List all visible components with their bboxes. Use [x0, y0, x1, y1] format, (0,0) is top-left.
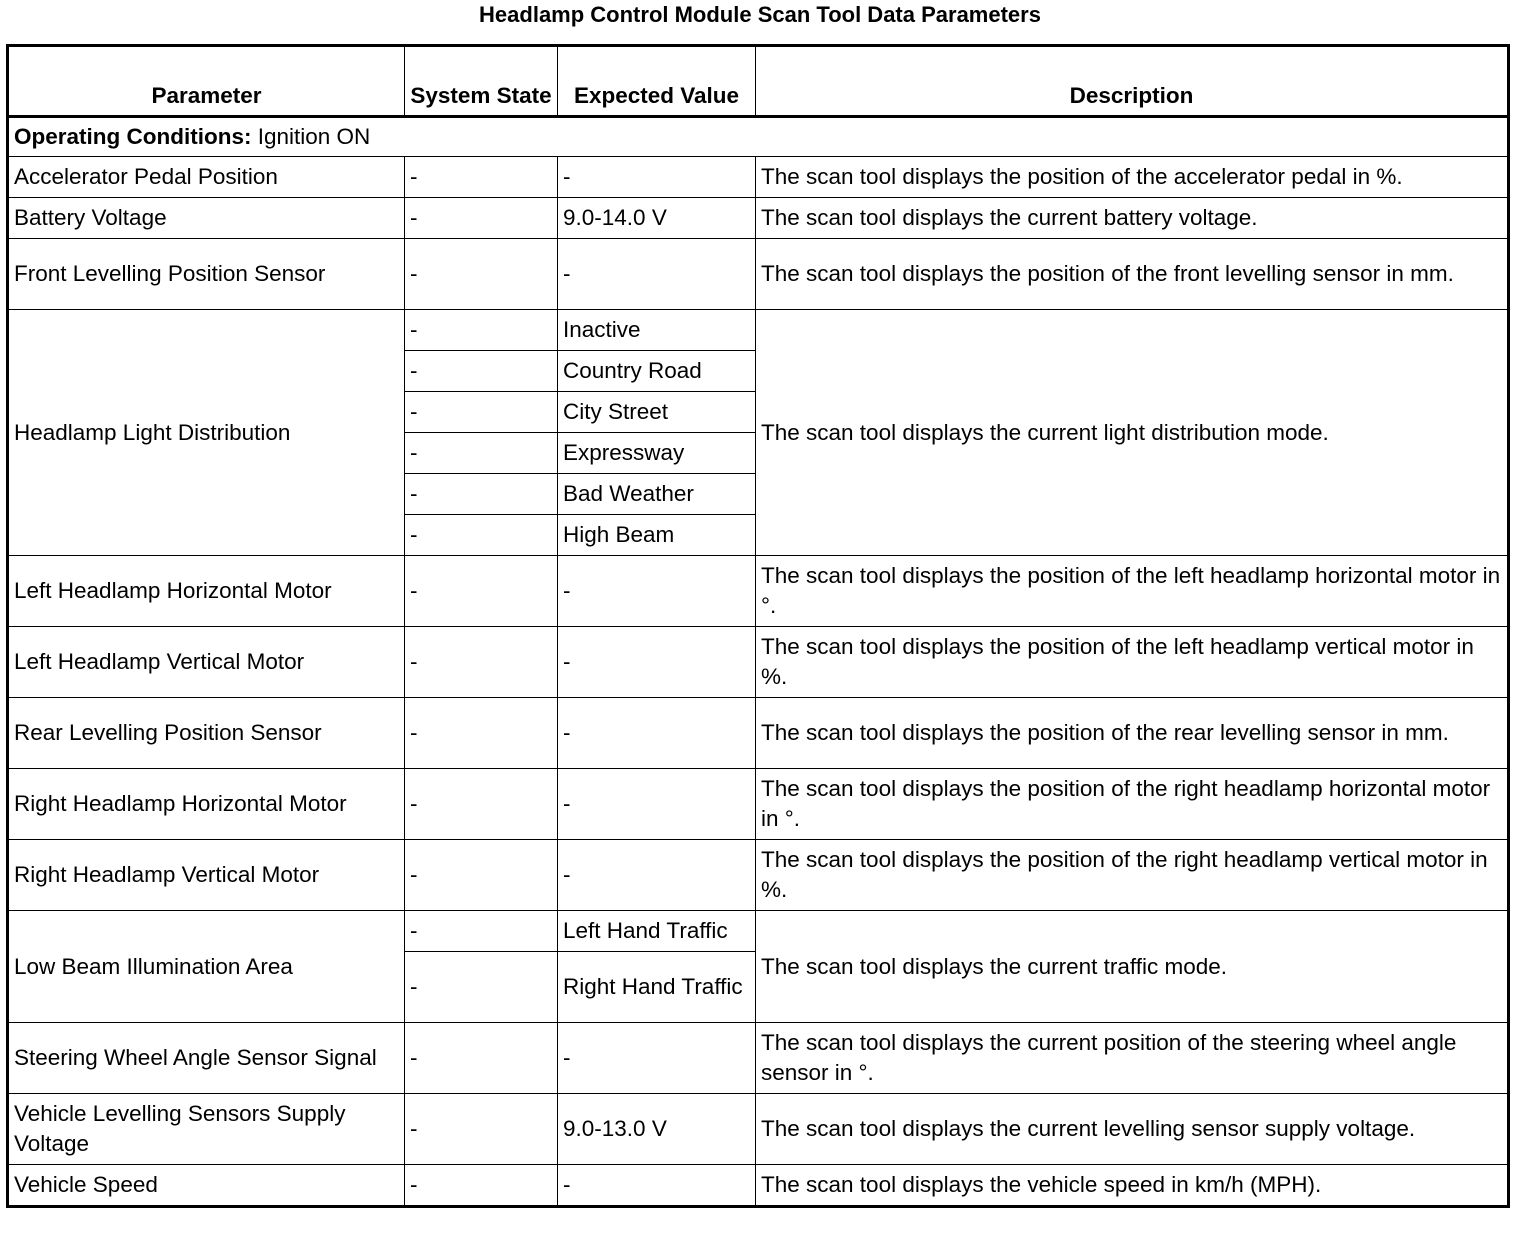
description-cell: The scan tool displays the position of the left headlamp vertical motor in %. — [756, 627, 1509, 698]
system-state-cell: - — [405, 911, 558, 952]
system-state-cell: - — [405, 392, 558, 433]
expected-value-cell: - — [558, 1165, 756, 1207]
table-row — [8, 1094, 1509, 1165]
expected-value-cell: City Street — [558, 392, 756, 433]
description-cell: The scan tool displays the position of the accelerator pedal in %. — [756, 157, 1509, 198]
parameter-cell: Left Headlamp Horizontal Motor — [8, 556, 405, 627]
table-row — [8, 627, 1509, 698]
expected-value-cell: Expressway — [558, 433, 756, 474]
operating-conditions — [8, 117, 1509, 157]
table-row — [8, 1023, 1509, 1094]
table-row — [8, 911, 1509, 952]
expected-value-cell: - — [558, 627, 756, 698]
header-system-state: System State — [405, 46, 558, 117]
description-cell: The scan tool displays the current position of the steering wheel angle sensor in °. — [756, 1023, 1509, 1094]
table-title: Headlamp Control Module Scan Tool Data Parameters — [479, 2, 1041, 27]
parameter-cell: Steering Wheel Angle Sensor Signal — [8, 1023, 405, 1094]
parameter-cell: Front Levelling Position Sensor — [8, 239, 405, 310]
table-row — [8, 1165, 1509, 1207]
parameter-cell: Battery Voltage — [8, 198, 405, 239]
system-state-cell: - — [405, 952, 558, 1023]
table-row — [8, 556, 1509, 627]
expected-value-cell: 9.0-14.0 V — [558, 198, 756, 239]
system-state-cell: - — [405, 1165, 558, 1207]
description-cell: The scan tool displays the position of the right headlamp vertical motor in %. — [756, 840, 1509, 911]
parameter-cell: Low Beam Illumination Area — [8, 911, 405, 1023]
table-row — [8, 769, 1509, 840]
system-state-cell: - — [405, 1094, 558, 1165]
header-parameter: Parameter — [8, 46, 405, 117]
system-state-cell: - — [405, 1023, 558, 1094]
table-row — [8, 840, 1509, 911]
parameter-cell: Vehicle Levelling Sensors Supply Voltage — [8, 1094, 405, 1165]
expected-value-cell: - — [558, 239, 756, 310]
expected-value-cell: Right Hand Traffic — [558, 952, 756, 1023]
expected-value-cell: - — [558, 556, 756, 627]
table-row — [8, 698, 1509, 769]
operating-conditions-value: Ignition ON — [257, 124, 371, 149]
expected-value-cell: - — [558, 157, 756, 198]
system-state-cell: - — [405, 556, 558, 627]
description-cell: The scan tool displays the position of the left headlamp horizontal motor in °. — [756, 556, 1509, 627]
system-state-cell: - — [405, 310, 558, 351]
system-state-cell: - — [405, 474, 558, 515]
description-cell: The scan tool displays the current light distribution mode. — [756, 310, 1509, 556]
parameter-cell: Rear Levelling Position Sensor — [8, 698, 405, 769]
expected-value-cell: - — [558, 840, 756, 911]
expected-value-cell: High Beam — [558, 515, 756, 556]
parameter-cell: Left Headlamp Vertical Motor — [8, 627, 405, 698]
expected-value-cell: Country Road — [558, 351, 756, 392]
system-state-cell: - — [405, 239, 558, 310]
description-cell: The scan tool displays the vehicle speed in km/h (MPH). — [756, 1165, 1509, 1207]
operating-conditions-label: Operating Conditions: — [14, 124, 252, 149]
expected-value-cell: - — [558, 1023, 756, 1094]
parameter-cell: Vehicle Speed — [8, 1165, 405, 1207]
description-cell: The scan tool displays the position of the front levelling sensor in mm. — [756, 239, 1509, 310]
header-row — [8, 46, 1509, 117]
expected-value-cell: Inactive — [558, 310, 756, 351]
scan-tool-data-table — [6, 44, 1510, 1208]
parameter-cell: Right Headlamp Vertical Motor — [8, 840, 405, 911]
system-state-cell: - — [405, 515, 558, 556]
header-expected-value: Expected Value — [558, 46, 756, 117]
description-cell: The scan tool displays the position of the rear levelling sensor in mm. — [756, 698, 1509, 769]
table-row — [8, 310, 1509, 351]
expected-value-cell: - — [558, 769, 756, 840]
expected-value-cell: Bad Weather — [558, 474, 756, 515]
system-state-cell: - — [405, 351, 558, 392]
parameter-cell: Headlamp Light Distribution — [8, 310, 405, 556]
description-cell: The scan tool displays the current levelling sensor supply voltage. — [756, 1094, 1509, 1165]
expected-value-cell: 9.0-13.0 V — [558, 1094, 756, 1165]
table-row — [8, 198, 1509, 239]
parameter-cell: Right Headlamp Horizontal Motor — [8, 769, 405, 840]
table-row — [8, 157, 1509, 198]
parameter-cell: Accelerator Pedal Position — [8, 157, 405, 198]
description-cell: The scan tool displays the position of the right headlamp horizontal motor in °. — [756, 769, 1509, 840]
table-row — [8, 239, 1509, 310]
system-state-cell: - — [405, 198, 558, 239]
system-state-cell: - — [405, 157, 558, 198]
description-cell: The scan tool displays the current battery voltage. — [756, 198, 1509, 239]
header-description: Description — [756, 46, 1509, 117]
system-state-cell: - — [405, 840, 558, 911]
description-cell: The scan tool displays the current traffic mode. — [756, 911, 1509, 1023]
system-state-cell: - — [405, 769, 558, 840]
system-state-cell: - — [405, 627, 558, 698]
operating-conditions-row — [8, 117, 1509, 157]
expected-value-cell: Left Hand Traffic — [558, 911, 756, 952]
system-state-cell: - — [405, 698, 558, 769]
system-state-cell: - — [405, 433, 558, 474]
expected-value-cell: - — [558, 698, 756, 769]
